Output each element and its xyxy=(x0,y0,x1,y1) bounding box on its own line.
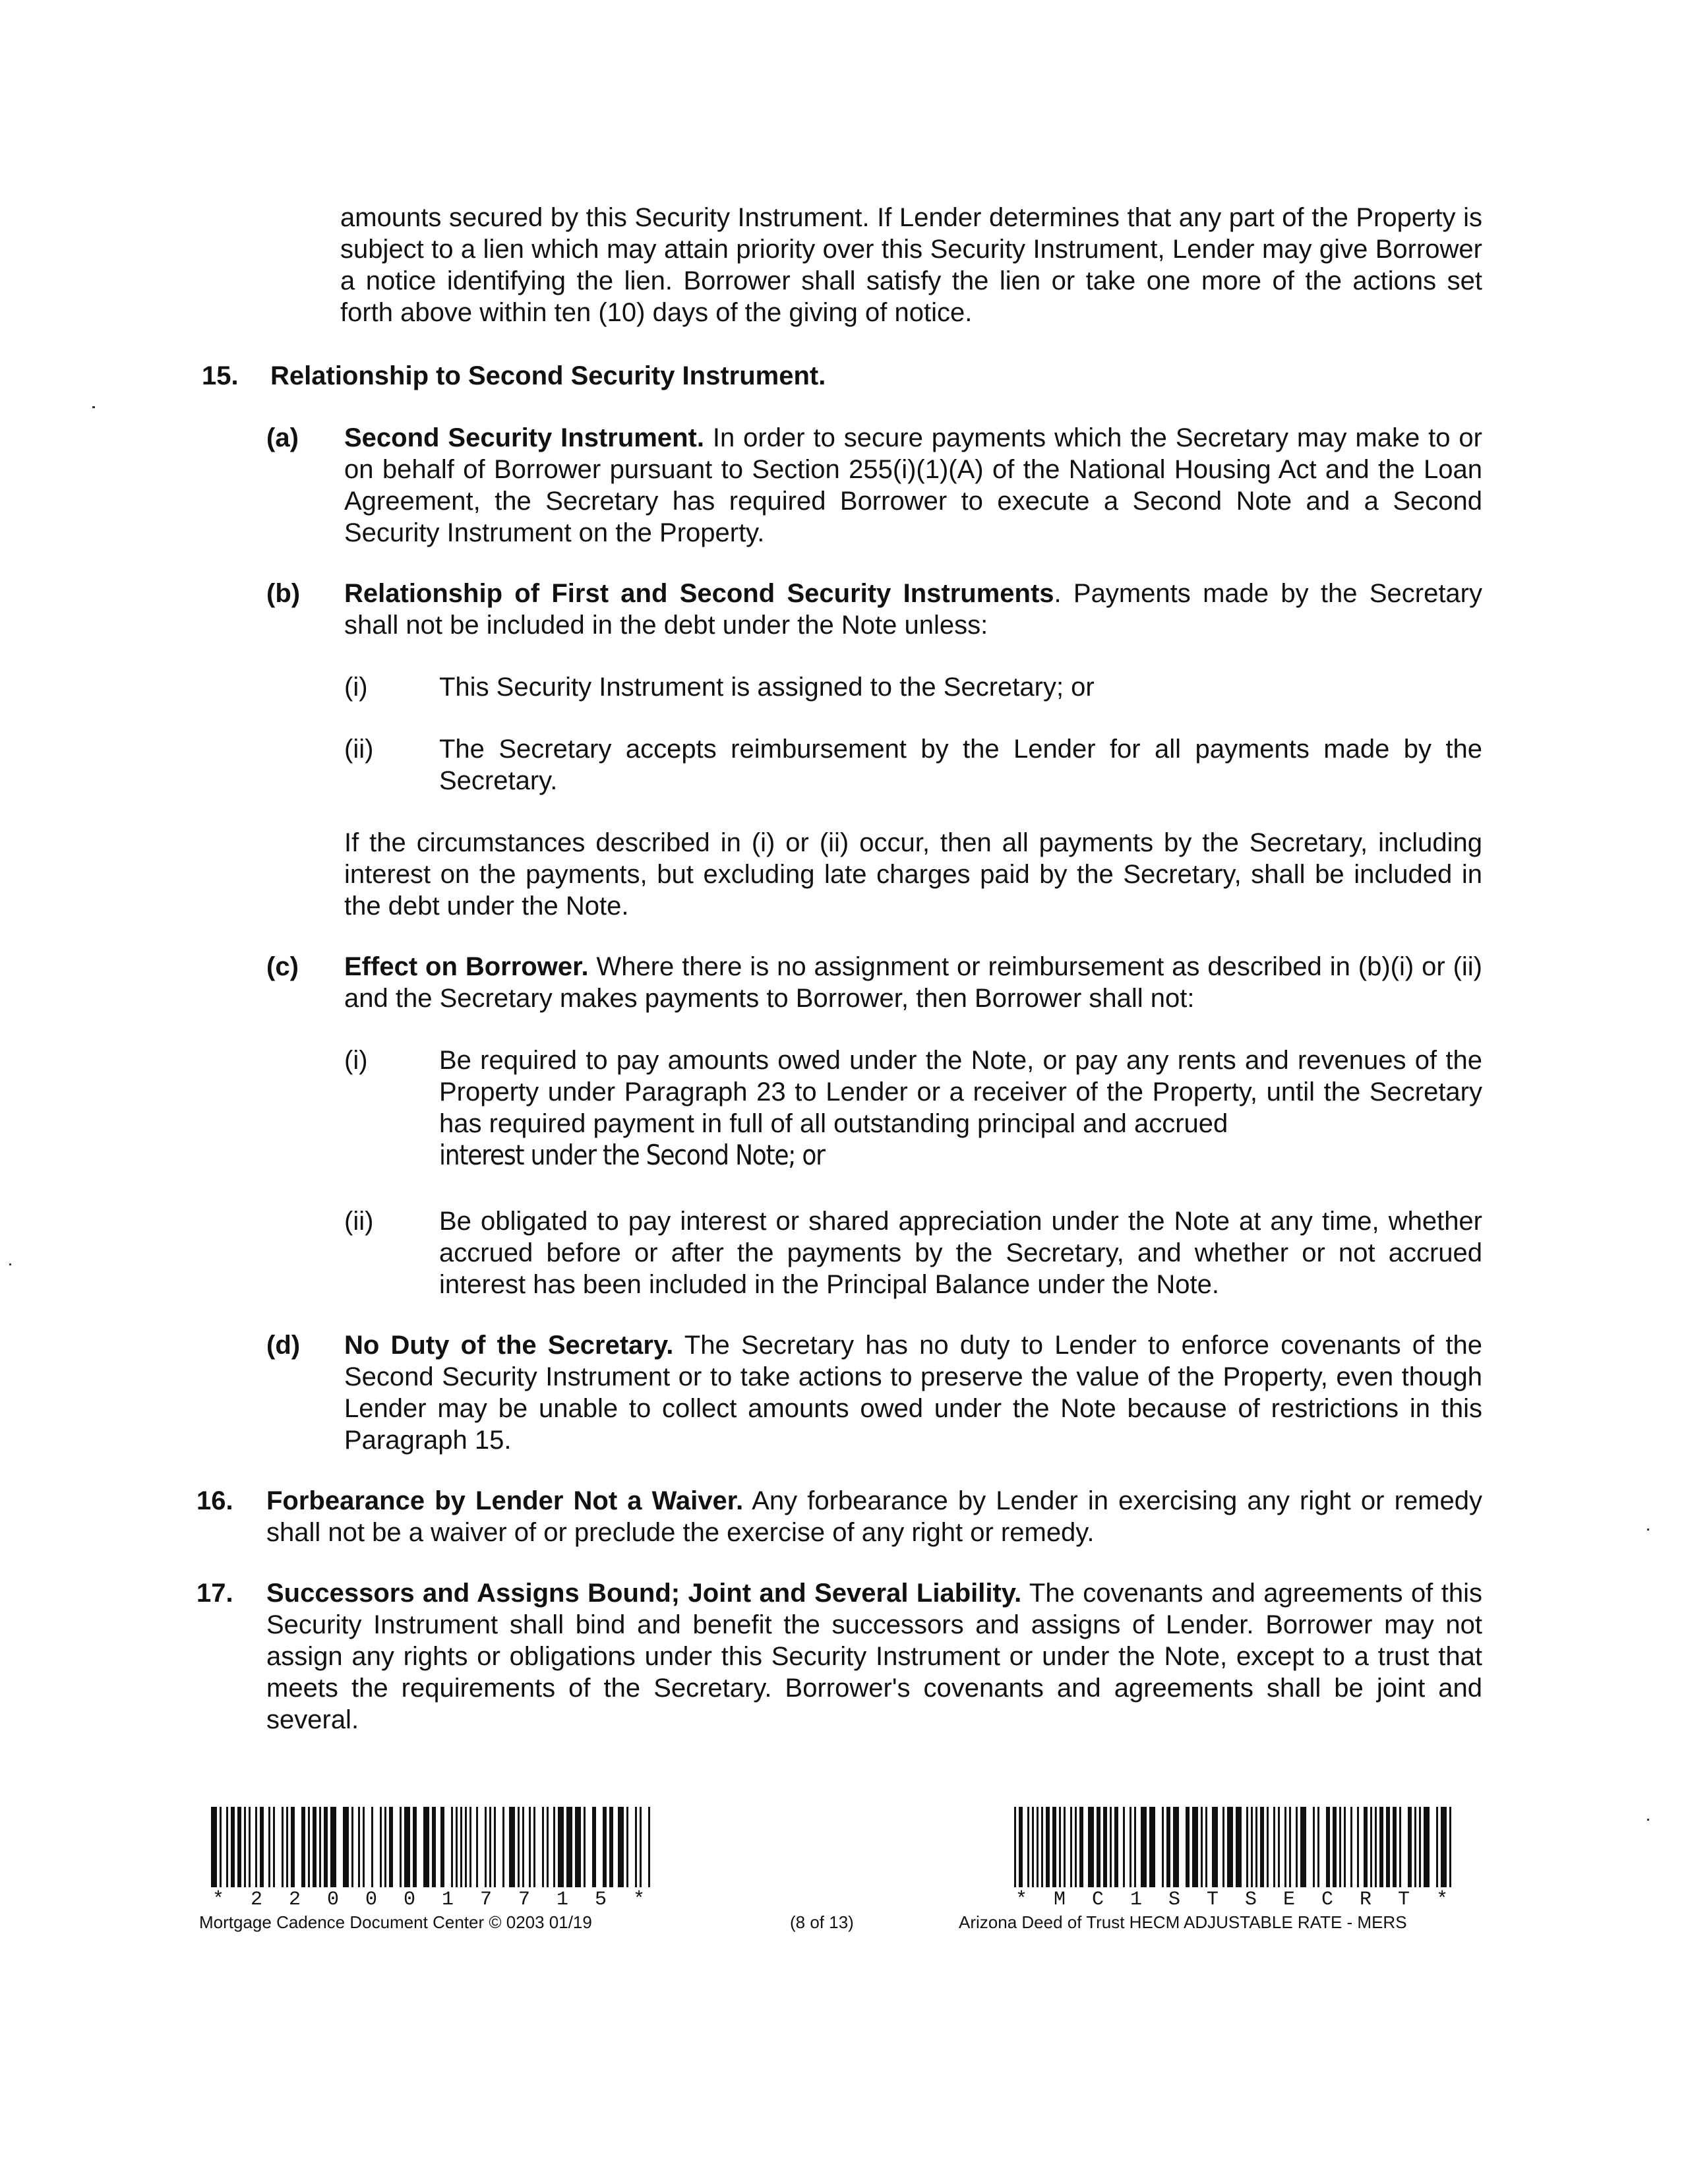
barcode-bar xyxy=(566,1807,572,1887)
barcode-bar xyxy=(268,1807,270,1887)
barcode-bar xyxy=(547,1807,549,1887)
barcode-bar xyxy=(518,1807,520,1887)
subsection-b-item-ii-text: The Secretary accepts reimbursement by the Lender for all payments made by the Secretary. xyxy=(439,735,1482,795)
barcode-bar xyxy=(1037,1807,1039,1887)
barcode-bar xyxy=(485,1807,487,1887)
subsection-c-item-i-text: Be required to pay amounts owed under the Note, or pay any rents and revenues of the Property under Paragraph 23 to Lender or a receiver of the Property, until the Secretary has required payment in full of all outstanding principal and accrued xyxy=(439,1046,1482,1138)
barcode-bar xyxy=(609,1807,613,1887)
barcode-bar xyxy=(1419,1807,1421,1887)
barcode-bar xyxy=(584,1807,586,1887)
barcode-bar xyxy=(648,1807,650,1887)
barcode-bar xyxy=(1370,1807,1372,1887)
barcode-bar xyxy=(1364,1807,1368,1887)
barcode-bar xyxy=(384,1807,386,1887)
footer-left: Mortgage Cadence Document Center © 0203 01/19 xyxy=(199,1912,592,1932)
barcode-bar xyxy=(1141,1807,1147,1887)
barcode-bar xyxy=(1339,1807,1341,1887)
barcode-bar xyxy=(440,1807,444,1887)
barcode-bar xyxy=(509,1807,515,1887)
barcode-bar xyxy=(640,1807,642,1887)
barcode-bar xyxy=(1246,1807,1248,1887)
barcode-bar xyxy=(1019,1807,1023,1887)
barcode-bar xyxy=(1267,1807,1269,1887)
subsection-c-title: Effect on Borrower. xyxy=(344,952,589,981)
subsection-d-text: The Secretary has no duty to Lender to enforce covenants of the Second Security Instrument or to take actions to preserve the value of the Property, even though Lender may be unable to collect amounts owed under the Note because of restrictions in this Paragraph 15. xyxy=(344,1331,1482,1455)
barcode-bar xyxy=(1212,1807,1218,1887)
barcode-bar xyxy=(1300,1807,1306,1887)
barcode-bar xyxy=(244,1807,246,1887)
subsection-a-text: In order to secure payments which the Secretary may make to or on behalf of Borrower pursuant to Section 255(i)(1)(A) of the National Housing Act and the Loan Agreement, the Secretary has required Borrower to execute a Second Note and a Second Security Instrument on the Property. xyxy=(344,423,1482,547)
barcode-left xyxy=(208,1807,657,1893)
barcode-bar xyxy=(1114,1807,1118,1887)
barcode-bar xyxy=(1289,1807,1291,1887)
barcode-bar xyxy=(1441,1807,1447,1887)
barcode-bar xyxy=(1205,1807,1207,1887)
barcode-bar xyxy=(220,1807,222,1887)
section-16-paragraph xyxy=(266,1485,1482,1548)
subsection-b-item-ii-label: (ii) xyxy=(344,735,374,764)
barcode-bar xyxy=(1408,1807,1412,1887)
section-17-title: Successors and Assigns Bound; Joint and Several Liability. xyxy=(266,1579,1022,1608)
subsection-b-label: (b) xyxy=(266,579,301,608)
barcode-bar xyxy=(324,1807,328,1887)
subsection-c-item-i-label: (i) xyxy=(344,1046,368,1075)
barcode-bar xyxy=(1186,1807,1190,1887)
barcode-bar xyxy=(1344,1807,1346,1887)
footer-page-number: (8 of 13) xyxy=(790,1912,854,1932)
barcode-bar xyxy=(1278,1807,1280,1887)
barcode-bar xyxy=(626,1807,628,1887)
barcode-bar xyxy=(1103,1807,1107,1887)
barcode-bar xyxy=(308,1807,310,1887)
subsection-c-item-ii-label: (ii) xyxy=(344,1207,374,1236)
barcode-bar xyxy=(273,1807,275,1887)
barcode-bar xyxy=(371,1807,373,1887)
barcode-bar xyxy=(211,1807,217,1887)
barcode-bar xyxy=(542,1807,544,1887)
barcode-bar xyxy=(1201,1807,1203,1887)
subsection-c-paragraph xyxy=(344,951,1482,1014)
barcode-bar xyxy=(618,1807,624,1887)
barcode-bar xyxy=(1192,1807,1198,1887)
subsection-b-closing: If the circumstances described in (i) or (ii) occur, then all payments by the Secretary, including interest on the payments, but excluding late charges paid by the Secretary, shall be included in the debt under the Note. xyxy=(344,828,1482,921)
barcode-bar xyxy=(1052,1807,1056,1887)
barcode-bar xyxy=(522,1807,524,1887)
barcode-bar xyxy=(1014,1807,1016,1887)
barcode-bar xyxy=(226,1807,228,1887)
barcode-bar xyxy=(465,1807,467,1887)
barcode-bar xyxy=(603,1807,607,1887)
barcode-bar xyxy=(451,1807,453,1887)
barcode-bar xyxy=(1222,1807,1224,1887)
barcode-bar xyxy=(432,1807,436,1887)
barcode-bar xyxy=(1059,1807,1061,1887)
barcode-bar xyxy=(1317,1807,1319,1887)
barcode-bar xyxy=(1273,1807,1275,1887)
subsection-a-paragraph xyxy=(344,422,1482,549)
barcode-bar xyxy=(1173,1807,1179,1887)
barcode-right-text: * M C 1 S T S E C R T * xyxy=(1015,1889,1451,1911)
barcode-bar xyxy=(404,1807,410,1887)
barcode-bar xyxy=(553,1807,555,1887)
section-16-number: 16. xyxy=(196,1486,233,1515)
barcode-bar xyxy=(249,1807,251,1887)
barcode-bar xyxy=(476,1807,478,1887)
subsection-b-item-i-label: (i) xyxy=(344,673,368,702)
barcode-bar xyxy=(1350,1807,1352,1887)
barcode-bar xyxy=(1357,1807,1359,1887)
barcode-bar xyxy=(1123,1807,1125,1887)
barcode-bar xyxy=(1236,1807,1242,1887)
barcode-bar xyxy=(1251,1807,1253,1887)
barcode-bar xyxy=(260,1807,264,1887)
barcode-bar xyxy=(1296,1807,1298,1887)
subsection-b-paragraph xyxy=(344,578,1482,641)
section-17-paragraph xyxy=(266,1577,1482,1736)
barcode-bar xyxy=(592,1807,596,1887)
barcode-bar xyxy=(1375,1807,1377,1887)
barcode-bar xyxy=(1424,1807,1430,1887)
subsection-d-label: (d) xyxy=(266,1331,301,1360)
barcode-bar xyxy=(1130,1807,1131,1887)
barcode-bar xyxy=(1097,1807,1100,1887)
barcode-bar xyxy=(529,1807,531,1887)
barcode-bar xyxy=(1041,1807,1043,1887)
barcode-bar xyxy=(1064,1807,1066,1887)
barcode-bar xyxy=(1227,1807,1233,1887)
barcode-bar xyxy=(358,1807,360,1887)
barcode-bar xyxy=(1255,1807,1257,1887)
barcode-bar xyxy=(1414,1807,1416,1887)
barcode-bar xyxy=(282,1807,284,1887)
barcode-bar xyxy=(231,1807,235,1887)
subsection-d-paragraph xyxy=(344,1329,1482,1456)
barcode-bar xyxy=(533,1807,535,1887)
scan-speck xyxy=(1647,1819,1649,1821)
barcode-bar xyxy=(1449,1807,1451,1887)
barcode-bar xyxy=(286,1807,288,1887)
section-17-text: The covenants and agreements of this Security Instrument shall bind and benefit the successors and assigns of Lender. Borrower may not assign any rights or obligations under this Security Instrument or under the Note, except to a trust that meets the requirements of the Secretary. Borrower's covenants and agreements shall be joint and several. xyxy=(266,1579,1482,1734)
subsection-d-title: No Duty of the Secretary. xyxy=(344,1331,674,1360)
barcode-bar xyxy=(1075,1807,1077,1887)
barcode-bar xyxy=(1079,1807,1083,1887)
barcode-bar xyxy=(237,1807,241,1887)
section-16-title: Forbearance by Lender Not a Waiver. xyxy=(266,1486,744,1515)
subsection-a-label: (a) xyxy=(266,423,299,452)
barcode-bar xyxy=(1393,1807,1397,1887)
barcode-bar xyxy=(1260,1807,1264,1887)
subsection-a-title: Second Security Instrument. xyxy=(344,423,704,452)
barcode-bar xyxy=(1027,1807,1029,1887)
scan-speck xyxy=(1647,1529,1649,1531)
section-15-title: Relationship to Second Security Instrument. xyxy=(270,361,826,390)
barcode-bar xyxy=(1162,1807,1164,1887)
footer-right: Arizona Deed of Trust HECM ADJUSTABLE RATE - MERS xyxy=(959,1912,1407,1932)
scan-speck xyxy=(92,406,95,408)
barcode-bar xyxy=(389,1807,393,1887)
intro-paragraph: amounts secured by this Security Instrument. If Lender determines that any part of the Property is subject to a lien which may attain priority over this Security Instrument, Lender may give Borrower a notice identifying the lien. Borrower shall satisfy the lien or take one more of the actions set forth above within ten (10) days of the giving of notice. xyxy=(340,203,1482,327)
barcode-bar xyxy=(1149,1807,1155,1887)
section-16-text: Any forbearance by Lender in exercising any right or remedy shall not be a waiver of or preclude the exercise of any right or remedy. xyxy=(266,1486,1482,1547)
barcode-bar xyxy=(502,1807,504,1887)
barcode-bar xyxy=(489,1807,491,1887)
barcode-bar xyxy=(423,1807,429,1887)
subsection-c-label: (c) xyxy=(266,952,299,981)
barcode-bar xyxy=(1134,1807,1136,1887)
barcode-bar xyxy=(558,1807,564,1887)
scan-speck xyxy=(9,1263,11,1265)
barcode-bar xyxy=(1333,1807,1337,1887)
barcode-bar xyxy=(1070,1807,1072,1887)
barcode-bar xyxy=(400,1807,402,1887)
barcode-bar xyxy=(255,1807,257,1887)
barcode-bar xyxy=(1032,1807,1034,1887)
barcode-bar xyxy=(1399,1807,1401,1887)
subsection-b-title: Relationship of First and Second Security Instruments xyxy=(344,579,1054,608)
barcode-bar xyxy=(1326,1807,1330,1887)
barcode-bar xyxy=(1166,1807,1170,1887)
barcode-bar xyxy=(291,1807,295,1887)
subsection-c-text: Where there is no assignment or reimbursement as described in (b)(i) or (ii) and the Secretary makes payments to Borrower, then Borrower shall not: xyxy=(344,952,1482,1013)
barcode-bar xyxy=(301,1807,305,1887)
barcode-bar xyxy=(1313,1807,1315,1887)
barcode-bar xyxy=(460,1807,462,1887)
barcode-bar xyxy=(1386,1807,1390,1887)
barcode-bar xyxy=(343,1807,349,1887)
barcode-bar xyxy=(351,1807,353,1887)
section-15-number: 15. xyxy=(202,361,239,390)
barcode-bar xyxy=(456,1807,458,1887)
barcode-bar xyxy=(330,1807,336,1887)
barcode-bar xyxy=(1110,1807,1112,1887)
barcode-bar xyxy=(575,1807,581,1887)
barcode-bar xyxy=(635,1807,637,1887)
barcode-bar xyxy=(1379,1807,1383,1887)
barcode-bar xyxy=(469,1807,471,1887)
barcode-bar xyxy=(494,1807,496,1887)
subsection-c-item-ii-text: Be obligated to pay interest or shared appreciation under the Note at any time, whether accrued before or after the payments by the Secretary, and whether or not accrued interest has been included in the Principal Balance under the Note. xyxy=(439,1207,1482,1299)
barcode-bar xyxy=(380,1807,382,1887)
section-17-number: 17. xyxy=(196,1579,233,1608)
barcode-bar xyxy=(413,1807,417,1887)
barcode-bar xyxy=(363,1807,365,1887)
barcode-bar xyxy=(1088,1807,1094,1887)
barcode-bar xyxy=(313,1807,316,1887)
subsection-b-item-i-text: This Security Instrument is assigned to the Secretary; or xyxy=(439,673,1095,702)
barcode-bar xyxy=(1046,1807,1050,1887)
barcode-left-text: * 2 2 0 0 0 1 7 7 1 5 * xyxy=(212,1889,648,1911)
subsection-b-text: . Payments made by the Secretary shall not be included in the debt under the Note unless: xyxy=(344,579,1482,640)
barcode-bar xyxy=(1436,1807,1438,1887)
barcode-bar xyxy=(1284,1807,1286,1887)
barcode-right xyxy=(1011,1807,1460,1893)
barcode-bar xyxy=(319,1807,321,1887)
subsection-c-item-i-tail: interest under the Second Note; or xyxy=(439,1139,825,1171)
